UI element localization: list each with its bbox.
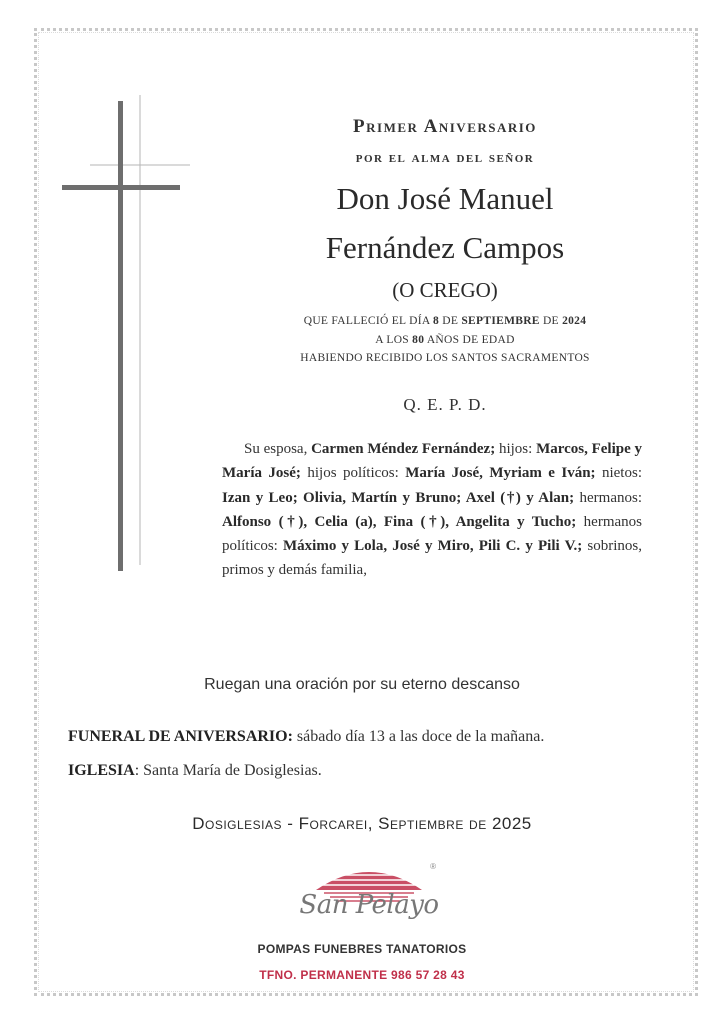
qepd: Q. E. P. D.	[403, 395, 487, 414]
anniversary-title: Primer Aniversario	[353, 116, 537, 137]
place-date: Dosiglesias - Forcarei, Septiembre de 2025	[192, 814, 532, 833]
anniversary-subtitle: por el alma del señor	[355, 150, 535, 166]
deceased-name-line1: Don José Manuel	[336, 181, 554, 216]
company-tagline: POMPAS FUNEBRES TANATORIOS	[257, 942, 467, 956]
family-paragraph: Su esposa, Carmen Méndez Fernández; hijos: Marcos, Felipe y María José; hijos políticos: María José, Myriam e Iván; nietos: Izan y Leo; Olivia, Martín y Bruno; Axel (†) y Alan; hermanos: Alfonso (†), Celia (a), Fina (†), Angelita y Tucho; hermanos políticos: Máximo y Lola, José y Miro, Pili C. y Pili V.; sobrinos, primos y demás familia,	[222, 441, 643, 579]
sacraments-line: HABIENDO RECIBIDO LOS SANTOS SACRAMENTOS	[300, 352, 590, 364]
death-date-line: QUE FALLECIÓ EL DÍA 8 DE SEPTIEMBRE DE 2024	[303, 315, 587, 327]
san-pelayo-logo	[294, 860, 444, 928]
age-line: A LOS 80 AÑOS DE EDAD	[375, 334, 515, 346]
registered-mark: ®	[430, 862, 436, 871]
church-line: IGLESIA: Santa María de Dosiglesias.	[68, 762, 322, 779]
company-phone: TFNO. PERMANENTE 986 57 28 43	[259, 968, 465, 982]
funeral-line: FUNERAL DE ANIVERSARIO: sábado día 13 a las doce de la mañana.	[68, 728, 545, 745]
deceased-name-line2: Fernández Campos	[325, 230, 565, 265]
logo-wordmark: San Pelayo	[299, 890, 439, 920]
cross-icon	[60, 95, 192, 575]
deceased-alias: (O CREGO)	[392, 278, 498, 302]
prayer-request: Ruegan una oración por su eterno descanso	[204, 676, 520, 693]
